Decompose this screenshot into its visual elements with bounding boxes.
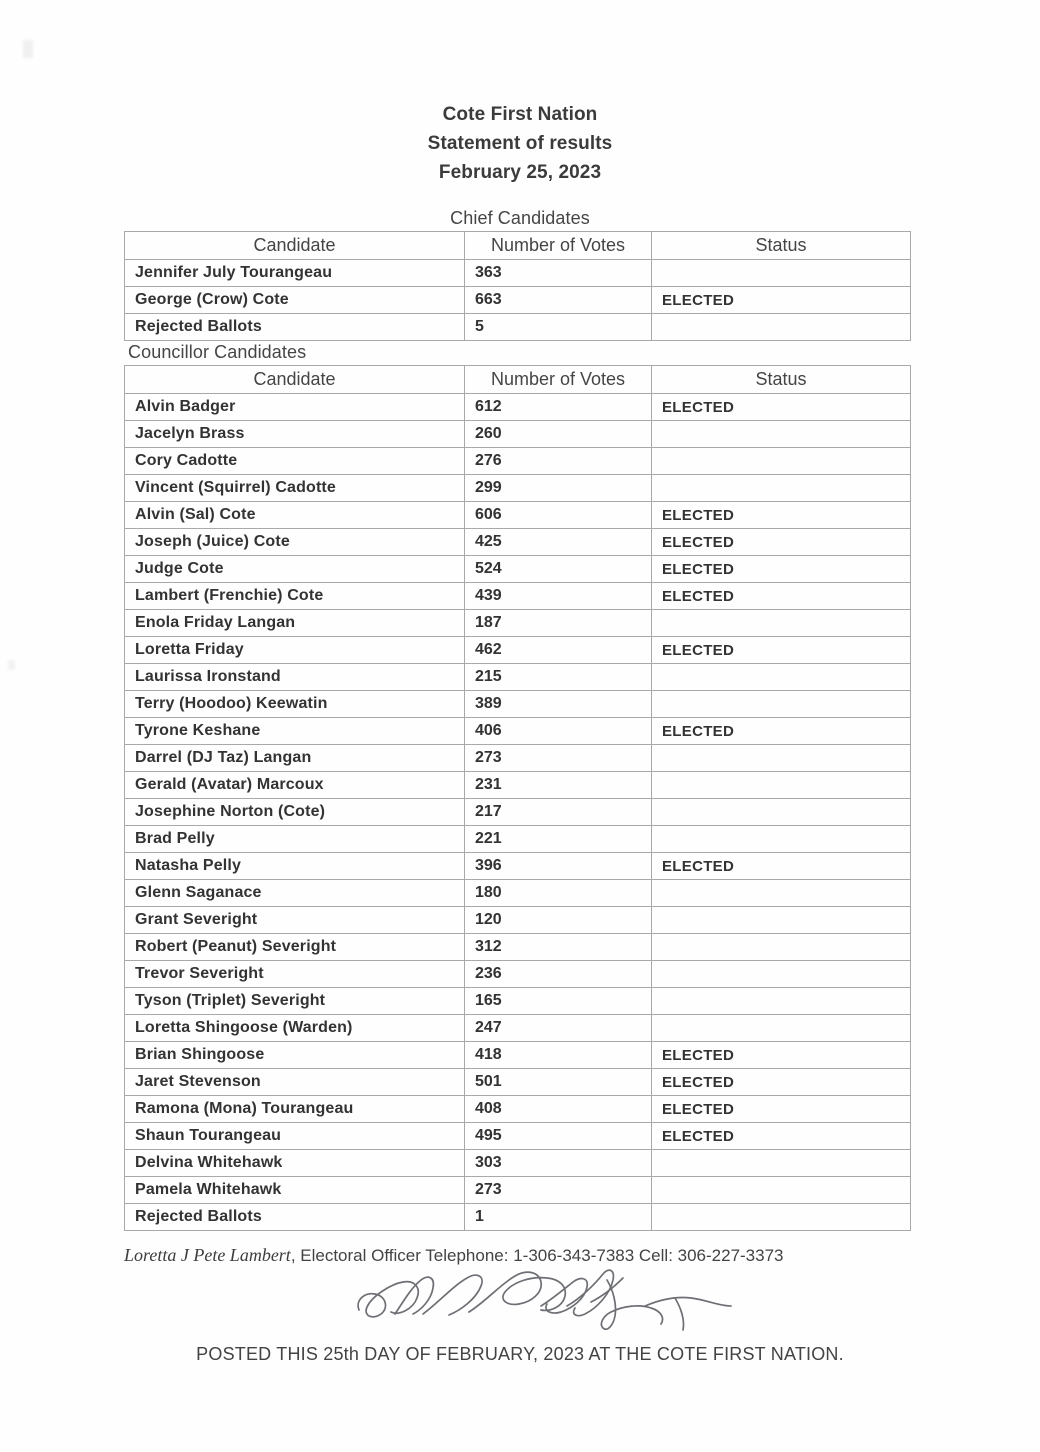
cell-number-of-votes: 217: [465, 799, 652, 826]
signature-mark: [345, 1262, 765, 1342]
cell-number-of-votes: 462: [465, 637, 652, 664]
table-row: [125, 394, 911, 421]
cell-status: [652, 421, 911, 448]
table-row: [125, 799, 911, 826]
column-header-status: Status: [652, 232, 911, 260]
cell-number-of-votes: 418: [465, 1042, 652, 1069]
cell-status: [652, 934, 911, 961]
cell-candidate-name: Terry (Hoodoo) Keewatin: [125, 691, 465, 718]
table-row: [125, 529, 911, 556]
cell-candidate-name: Loretta Shingoose (Warden): [125, 1015, 465, 1042]
table-row: [125, 1096, 911, 1123]
cell-status: ELECTED: [652, 1069, 911, 1096]
table-row: [125, 610, 911, 637]
scan-artifact-speck: [23, 40, 33, 58]
cell-status: [652, 880, 911, 907]
cell-status: [652, 961, 911, 988]
cell-number-of-votes: 501: [465, 1069, 652, 1096]
table-row: [125, 448, 911, 475]
table-header-row: [125, 232, 911, 260]
cell-candidate-name: Rejected Ballots: [125, 314, 465, 341]
cell-number-of-votes: 1: [465, 1204, 652, 1231]
cell-candidate-name: Jennifer July Tourangeau: [125, 260, 465, 287]
cell-candidate-name: Grant Severight: [125, 907, 465, 934]
cell-candidate-name: Cory Cadotte: [125, 448, 465, 475]
cell-status: ELECTED: [652, 718, 911, 745]
cell-number-of-votes: 312: [465, 934, 652, 961]
cell-candidate-name: Ramona (Mona) Tourangeau: [125, 1096, 465, 1123]
table-row: [125, 988, 911, 1015]
cell-candidate-name: Vincent (Squirrel) Cadotte: [125, 475, 465, 502]
table-row: [125, 1150, 911, 1177]
cell-number-of-votes: 273: [465, 1177, 652, 1204]
cell-status: ELECTED: [652, 287, 911, 314]
cell-number-of-votes: 303: [465, 1150, 652, 1177]
cell-candidate-name: Loretta Friday: [125, 637, 465, 664]
column-header-candidate: Candidate: [125, 232, 465, 260]
cell-candidate-name: Enola Friday Langan: [125, 610, 465, 637]
table-row: [125, 583, 911, 610]
chief-candidates-table: [124, 231, 911, 341]
cell-status: [652, 907, 911, 934]
cell-number-of-votes: 165: [465, 988, 652, 1015]
cell-candidate-name: Shaun Tourangeau: [125, 1123, 465, 1150]
cell-number-of-votes: 299: [465, 475, 652, 502]
cell-status: [652, 448, 911, 475]
cell-candidate-name: Brad Pelly: [125, 826, 465, 853]
table-row: [125, 880, 911, 907]
table-row: [125, 826, 911, 853]
cell-candidate-name: Jaret Stevenson: [125, 1069, 465, 1096]
cell-candidate-name: Darrel (DJ Taz) Langan: [125, 745, 465, 772]
cell-status: ELECTED: [652, 502, 911, 529]
table-row: [125, 1204, 911, 1231]
cell-candidate-name: Alvin (Sal) Cote: [125, 502, 465, 529]
table-row: [125, 287, 911, 314]
cell-number-of-votes: 5: [465, 314, 652, 341]
column-header-votes: Number of Votes: [465, 366, 652, 394]
title-line-subject: Statement of results: [427, 133, 613, 154]
cell-status: [652, 799, 911, 826]
table-row: [125, 718, 911, 745]
cell-candidate-name: Delvina Whitehawk: [125, 1150, 465, 1177]
cell-number-of-votes: 260: [465, 421, 652, 448]
cell-candidate-name: Pamela Whitehawk: [125, 1177, 465, 1204]
column-header-status: Status: [652, 366, 911, 394]
cell-number-of-votes: 495: [465, 1123, 652, 1150]
cell-number-of-votes: 389: [465, 691, 652, 718]
table-row: [125, 907, 911, 934]
table-row: [125, 853, 911, 880]
cell-status: ELECTED: [652, 529, 911, 556]
table-row: [125, 556, 911, 583]
table-row: [125, 772, 911, 799]
cell-number-of-votes: 425: [465, 529, 652, 556]
title-line-date: February 25, 2023: [438, 162, 602, 183]
table-row: [125, 664, 911, 691]
cell-status: ELECTED: [652, 556, 911, 583]
table-row: [125, 1015, 911, 1042]
cell-number-of-votes: 439: [465, 583, 652, 610]
cell-number-of-votes: 187: [465, 610, 652, 637]
cell-status: [652, 772, 911, 799]
cell-status: [652, 260, 911, 287]
cell-status: [652, 475, 911, 502]
cell-number-of-votes: 663: [465, 287, 652, 314]
chief-candidates-caption: Chief Candidates: [450, 208, 590, 228]
cell-status: ELECTED: [652, 1096, 911, 1123]
table-row: [125, 745, 911, 772]
cell-status: [652, 610, 911, 637]
cell-status: [652, 664, 911, 691]
cell-candidate-name: Natasha Pelly: [125, 853, 465, 880]
cell-candidate-name: Rejected Ballots: [125, 1204, 465, 1231]
cell-number-of-votes: 396: [465, 853, 652, 880]
table-row: [125, 1042, 911, 1069]
cell-number-of-votes: 120: [465, 907, 652, 934]
cell-number-of-votes: 247: [465, 1015, 652, 1042]
cell-status: [652, 691, 911, 718]
table-row: [125, 260, 911, 287]
table-row: [125, 1069, 911, 1096]
table-row: [125, 961, 911, 988]
cell-number-of-votes: 231: [465, 772, 652, 799]
posted-statement: POSTED THIS 25th DAY OF FEBRUARY, 2023 AT THE COTE FIRST NATION.: [196, 1344, 844, 1364]
cell-number-of-votes: 273: [465, 745, 652, 772]
cell-status: [652, 1204, 911, 1231]
table-row: [125, 637, 911, 664]
cell-number-of-votes: 236: [465, 961, 652, 988]
cell-candidate-name: Gerald (Avatar) Marcoux: [125, 772, 465, 799]
cell-candidate-name: Alvin Badger: [125, 394, 465, 421]
cell-status: ELECTED: [652, 853, 911, 880]
cell-number-of-votes: 180: [465, 880, 652, 907]
cell-status: [652, 988, 911, 1015]
cell-status: ELECTED: [652, 583, 911, 610]
electoral-officer-name: Loretta J Pete Lambert: [124, 1245, 291, 1265]
cell-candidate-name: Trevor Severight: [125, 961, 465, 988]
cell-candidate-name: Joseph (Juice) Cote: [125, 529, 465, 556]
column-header-candidate: Candidate: [125, 366, 465, 394]
document-title-block: [0, 100, 1040, 187]
cell-number-of-votes: 406: [465, 718, 652, 745]
cell-status: [652, 826, 911, 853]
electoral-officer-contact-details: , Electoral Officer Telephone: 1-306-343-7383 Cell: 306-227-3373: [290, 1246, 784, 1265]
cell-candidate-name: Glenn Saganace: [125, 880, 465, 907]
cell-candidate-name: Robert (Peanut) Severight: [125, 934, 465, 961]
table-row: [125, 502, 911, 529]
cell-number-of-votes: 363: [465, 260, 652, 287]
table-header-row: [125, 366, 911, 394]
cell-candidate-name: Laurissa Ironstand: [125, 664, 465, 691]
table-row: [125, 1123, 911, 1150]
councillor-candidates-caption: Councillor Candidates: [128, 342, 307, 362]
table-row: [125, 691, 911, 718]
cell-number-of-votes: 606: [465, 502, 652, 529]
councillor-candidates-table: [124, 365, 911, 1231]
cell-candidate-name: Josephine Norton (Cote): [125, 799, 465, 826]
cell-number-of-votes: 612: [465, 394, 652, 421]
cell-candidate-name: Tyson (Triplet) Severight: [125, 988, 465, 1015]
cell-status: ELECTED: [652, 637, 911, 664]
cell-number-of-votes: 408: [465, 1096, 652, 1123]
cell-candidate-name: Tyrone Keshane: [125, 718, 465, 745]
table-row: [125, 314, 911, 341]
cell-number-of-votes: 215: [465, 664, 652, 691]
cell-number-of-votes: 221: [465, 826, 652, 853]
table-row: [125, 1177, 911, 1204]
cell-number-of-votes: 524: [465, 556, 652, 583]
cell-status: ELECTED: [652, 1042, 911, 1069]
cell-candidate-name: Lambert (Frenchie) Cote: [125, 583, 465, 610]
cell-candidate-name: Brian Shingoose: [125, 1042, 465, 1069]
cell-status: [652, 745, 911, 772]
cell-status: ELECTED: [652, 394, 911, 421]
cell-status: ELECTED: [652, 1123, 911, 1150]
cell-number-of-votes: 276: [465, 448, 652, 475]
cell-status: [652, 314, 911, 341]
scan-artifact-speck-secondary: [8, 660, 15, 670]
cell-candidate-name: George (Crow) Cote: [125, 287, 465, 314]
cell-status: [652, 1177, 911, 1204]
cell-candidate-name: Jacelyn Brass: [125, 421, 465, 448]
table-row: [125, 475, 911, 502]
cell-status: [652, 1015, 911, 1042]
cell-status: [652, 1150, 911, 1177]
title-line-organization: Cote First Nation: [442, 104, 598, 125]
table-row: [125, 421, 911, 448]
column-header-votes: Number of Votes: [465, 232, 652, 260]
table-row: [125, 934, 911, 961]
cell-candidate-name: Judge Cote: [125, 556, 465, 583]
electoral-officer-contact-line: [124, 1245, 784, 1266]
